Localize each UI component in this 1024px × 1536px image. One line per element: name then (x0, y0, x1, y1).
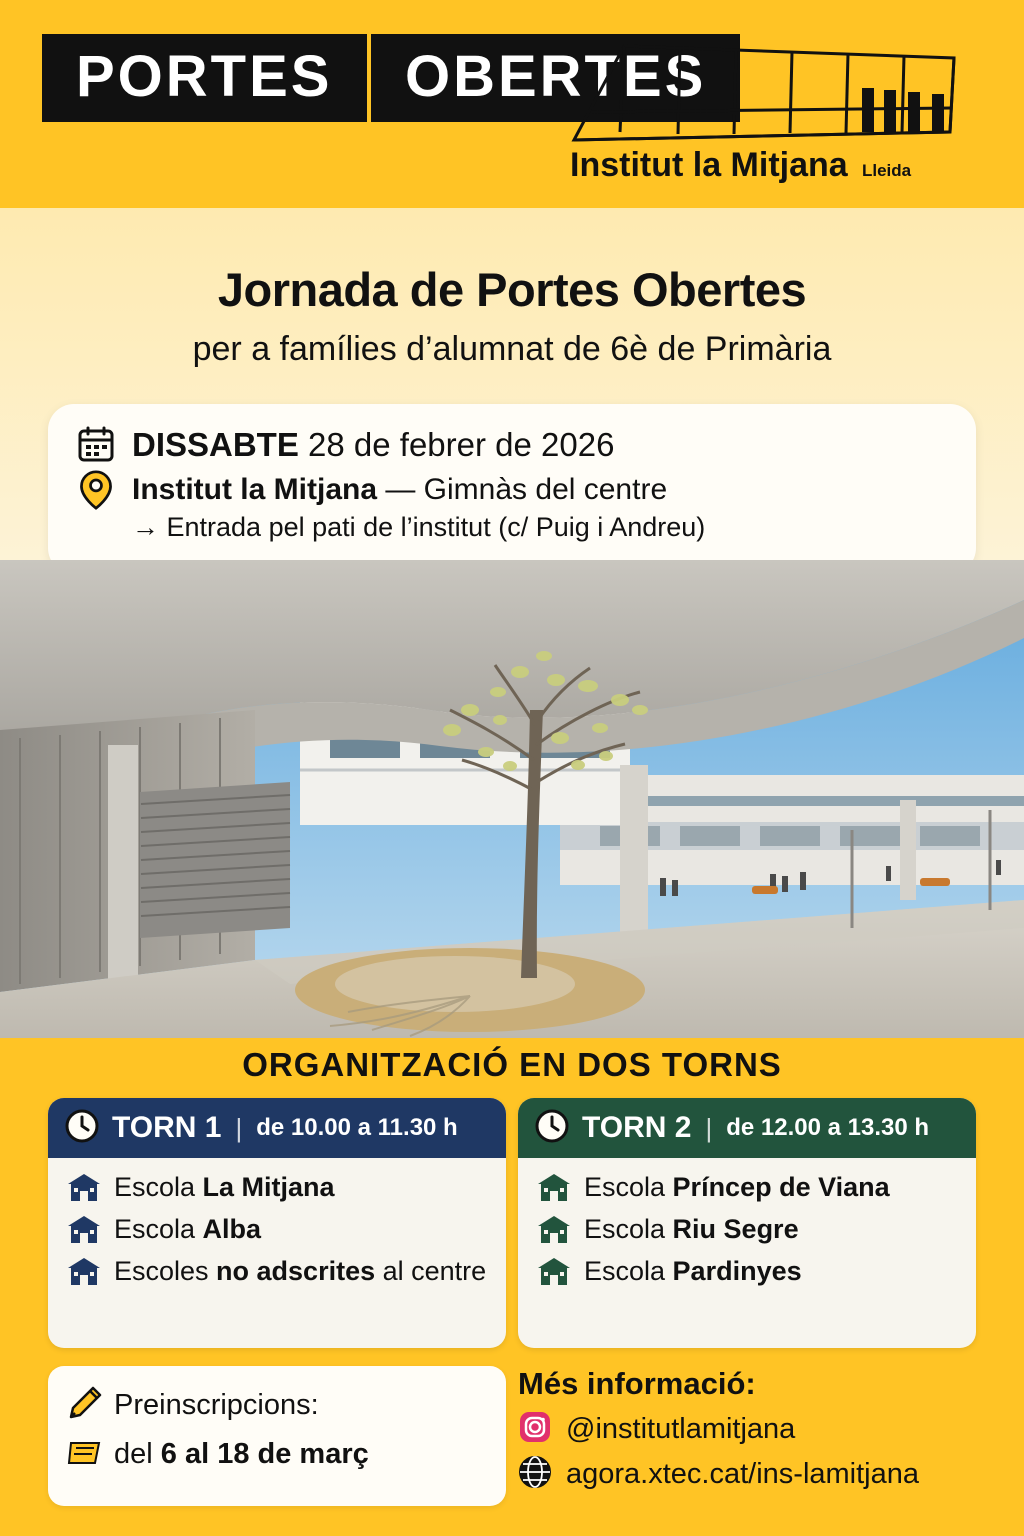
school-photo (0, 560, 1024, 1038)
event-place-rest: — Gimnàs del centre (377, 473, 668, 506)
title-obertes: OBERTES (371, 34, 740, 122)
list-item (536, 1214, 958, 1246)
school-name: Escola Pardinyes (584, 1256, 802, 1286)
instagram-handle[interactable]: @institutlamitjana (566, 1413, 796, 1445)
torn-2-separator: | (705, 1112, 713, 1143)
poster-header (0, 0, 1024, 208)
clock-icon (534, 1108, 570, 1149)
location-pin-icon (76, 470, 116, 510)
torn-1-school-list (48, 1158, 506, 1288)
logo-city-text: Lleida (862, 161, 912, 180)
event-place-text (132, 470, 667, 507)
list-item (536, 1256, 958, 1288)
torn-1-separator: | (235, 1112, 243, 1143)
page-title: Jornada de Portes Obertes (217, 263, 807, 316)
torn-card-2 (518, 1098, 976, 1348)
instagram-icon[interactable] (518, 1410, 552, 1449)
preinscripcions-label-row (68, 1386, 488, 1425)
list-item (66, 1172, 488, 1204)
website-url[interactable]: agora.xtec.cat/ins-lamitjana (566, 1458, 919, 1490)
event-entry-text: → Entrada pel pati de l’institut (c/ Puig i Andreu) (132, 512, 706, 542)
event-place-row (76, 470, 948, 510)
school-icon (536, 1214, 572, 1246)
event-date-text (132, 424, 614, 464)
school-name: Escoles no adscrites al centre (114, 1256, 487, 1286)
clock-icon (64, 1108, 100, 1149)
preinscripcions-dates: del 6 al 18 de març (114, 1438, 369, 1470)
torn-1-header (48, 1098, 506, 1158)
torn-2-school-list (518, 1158, 976, 1288)
instagram-row[interactable] (518, 1410, 988, 1449)
event-date-row (76, 424, 948, 464)
event-info-card (48, 404, 976, 574)
logo-name-text: Institut la Mitjana (570, 146, 848, 184)
list-item (66, 1214, 488, 1246)
school-name: Escola Príncep de Viana (584, 1172, 890, 1202)
pencil-icon (68, 1386, 102, 1425)
school-icon (66, 1256, 102, 1288)
website-row[interactable] (518, 1455, 988, 1494)
torn-2-name: TORN 2 (582, 1111, 692, 1144)
torn-card-1 (48, 1098, 506, 1348)
torn-2-time: de 12.00 a 13.30 h (726, 1114, 930, 1141)
event-date-rest: 28 de febrer de 2026 (298, 426, 615, 463)
torn-1-name: TORN 1 (112, 1111, 222, 1144)
preinscripcions-dates-row (68, 1437, 488, 1472)
torn-1-time: de 10.00 a 11.30 h (256, 1114, 458, 1141)
globe-icon[interactable] (518, 1455, 552, 1494)
school-icon (536, 1172, 572, 1204)
page-subtitle: per a famílies d’alumnat de 6è de Primària (192, 330, 832, 368)
calendar-icon (76, 424, 116, 464)
school-logo (562, 28, 962, 184)
preinscripcions-label: Preinscripcions: (114, 1389, 319, 1421)
event-date-weekday: DISSABTE (132, 426, 299, 463)
school-icon (66, 1214, 102, 1246)
event-place-name: Institut la Mitjana (132, 473, 378, 506)
school-icon (536, 1256, 572, 1288)
torns-section-title: ORGANITZACIÓ EN DOS TORNS (242, 1046, 782, 1083)
list-item (536, 1172, 958, 1204)
title-portes: PORTES (42, 34, 367, 122)
school-name: Escola Riu Segre (584, 1214, 799, 1244)
calendar-small-icon (68, 1437, 102, 1472)
preinscripcions-card (48, 1366, 506, 1506)
school-icon (66, 1172, 102, 1204)
more-info-block (518, 1366, 988, 1516)
more-info-title: Més informació: (518, 1366, 756, 1401)
list-item (66, 1256, 488, 1288)
school-name: Escola La Mitjana (114, 1172, 335, 1202)
torn-2-header (518, 1098, 976, 1158)
school-name: Escola Alba (114, 1214, 262, 1244)
